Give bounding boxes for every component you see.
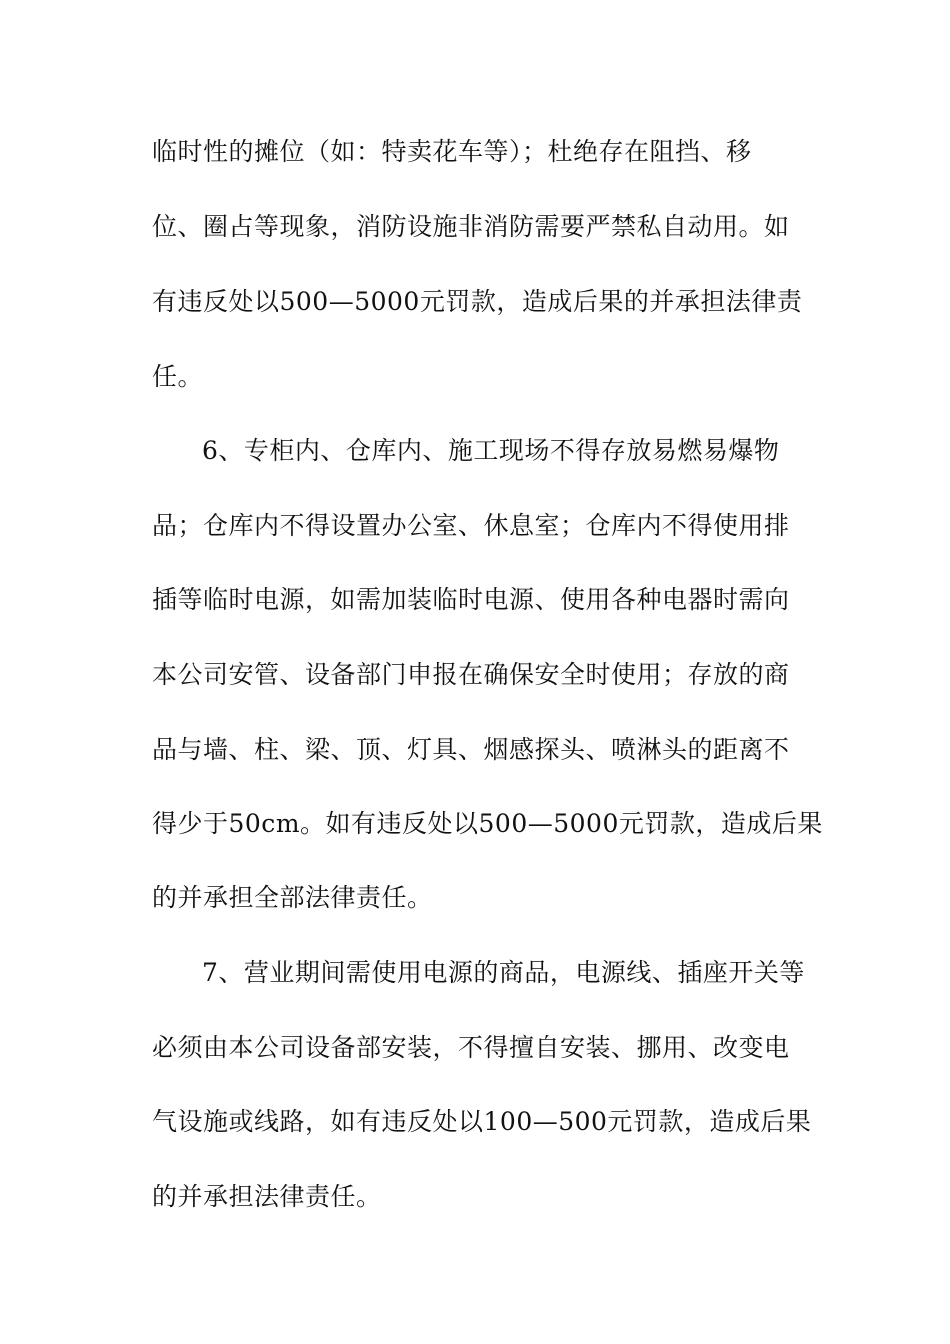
text-line: 必须由本公司设备部安装，不得擅自安装、挪用、改变电 — [152, 1033, 790, 1062]
text-line: 品；仓库内不得设置办公室、休息室；仓库内不得使用排 — [152, 511, 790, 540]
text-line: 品与墙、柱、梁、顶、灯具、烟感探头、喷淋头的距离不 — [152, 735, 790, 764]
paragraph-7-first-line: 7、营业期间需使用电源的商品，电源线、插座开关等 — [202, 958, 805, 987]
text-line: 有违反处以500—5000元罚款，造成后果的并承担法律责 — [152, 287, 803, 316]
text-line: 的并承担法律责任。 — [152, 1182, 382, 1211]
text-line: 任。 — [152, 362, 204, 391]
text-line: 插等临时电源，如需加装临时电源、使用各种电器时需向 — [152, 585, 790, 614]
text-line: 本公司安管、设备部门申报在确保安全时使用；存放的商 — [152, 660, 790, 689]
text-line: 气设施或线路，如有违反处以100—500元罚款，造成后果 — [152, 1107, 812, 1136]
paragraph-6-first-line: 6、专柜内、仓库内、施工现场不得存放易燃易爆物 — [202, 436, 780, 465]
text-line: 的并承担全部法律责任。 — [152, 883, 433, 912]
text-line: 临时性的摊位（如：特卖花车等）；杜绝存在阻挡、移 — [152, 137, 752, 166]
text-line: 得少于50cm。如有违反处以500—5000元罚款，造成后果 — [152, 809, 823, 838]
text-line: 位、圈占等现象，消防设施非消防需要严禁私自动用。如 — [152, 212, 790, 241]
